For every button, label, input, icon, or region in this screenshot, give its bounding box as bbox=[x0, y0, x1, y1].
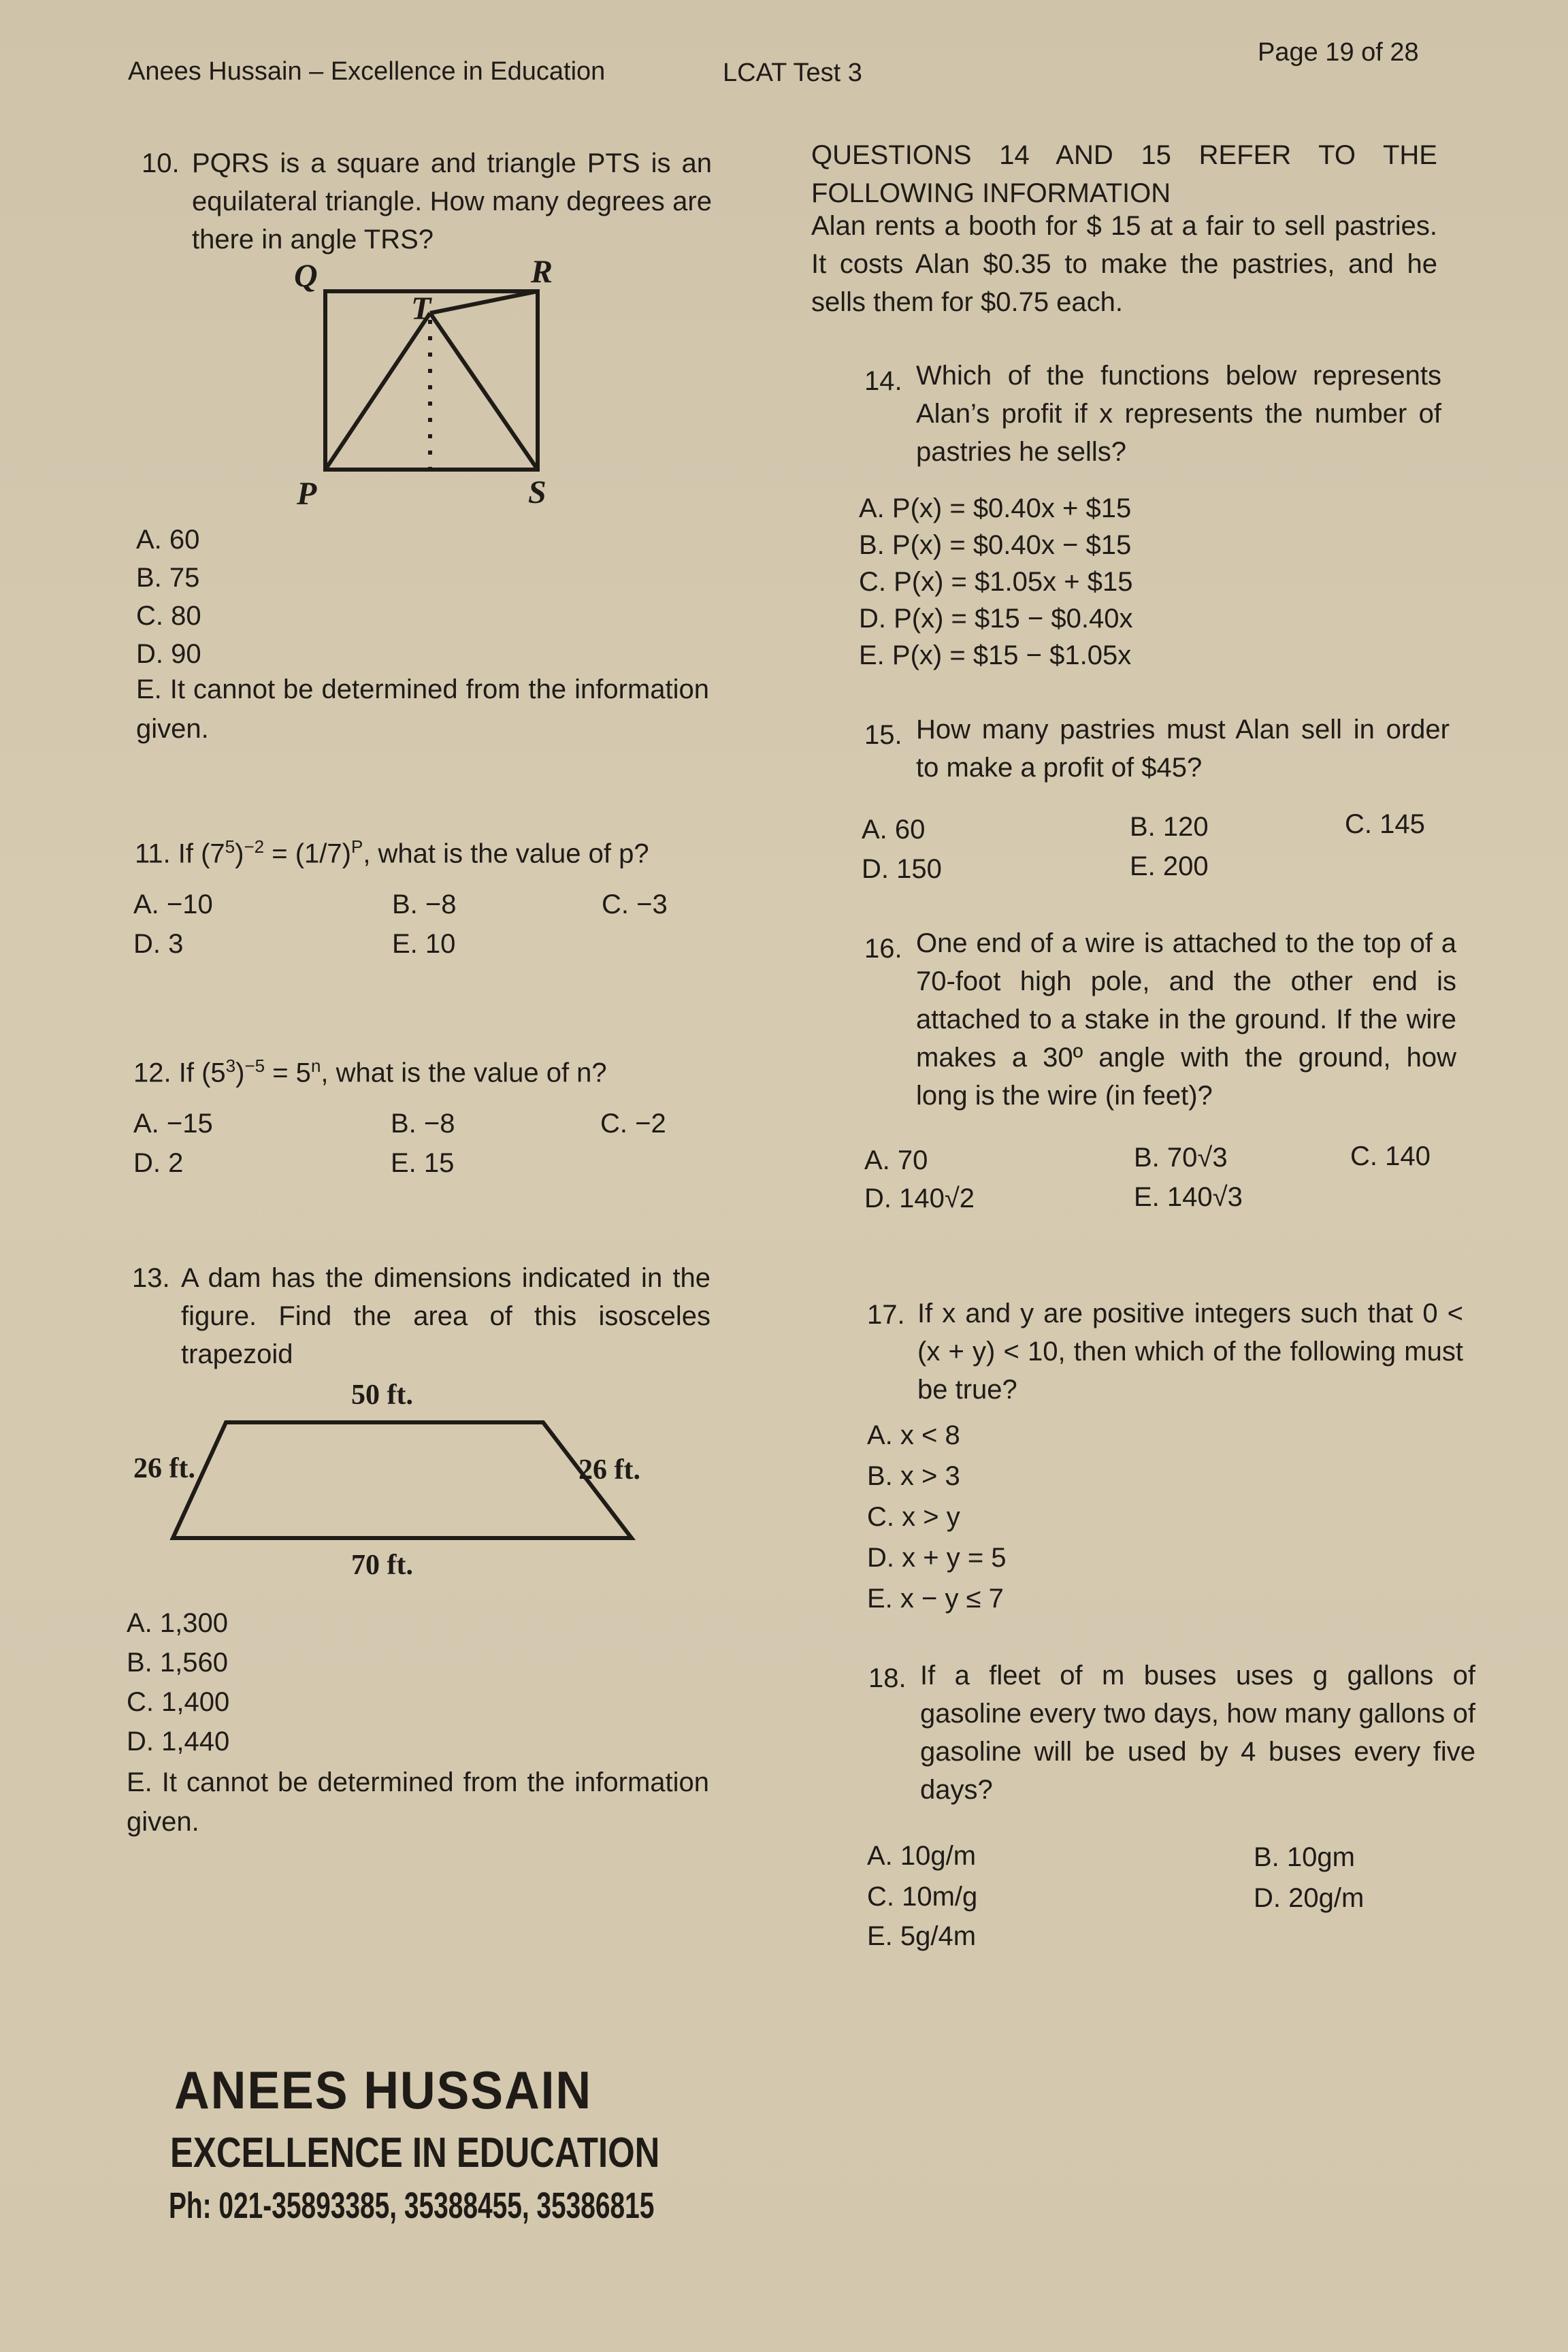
q13-number: 13. bbox=[132, 1263, 170, 1293]
q13-option-c: C. 1,400 bbox=[127, 1687, 230, 1717]
q14-text: Which of the functions below represents Alan’s profit if x represents the number of pastries he sells? bbox=[916, 361, 1441, 467]
q17-option-e: E. x − y ≤ 7 bbox=[867, 1584, 1004, 1614]
q16-text: One end of a wire is attached to the top of a 70-foot high pole, and the other end is attached to a stake in the ground. If the wire makes a 30º angle with the ground, how long is the wire (in feet)? bbox=[916, 928, 1456, 1111]
q16-option-a: A. 70 bbox=[864, 1145, 928, 1175]
q13-option-d: D. 1,440 bbox=[127, 1727, 230, 1757]
q16-option-b: B. 70√3 bbox=[1134, 1143, 1228, 1173]
q10-option-d: D. 90 bbox=[136, 639, 201, 669]
q16-number: 16. bbox=[864, 934, 902, 964]
q17-option-a: A. x < 8 bbox=[867, 1420, 960, 1450]
header-center: LCAT Test 3 bbox=[723, 59, 862, 87]
info-text: Alan rents a booth for $ 15 at a fair to sell pastries. It costs Alan $0.35 to make the pastries, and he sells them for $0.75 each. bbox=[811, 211, 1437, 317]
info-heading: QUESTIONS 14 AND 15 REFER TO THE FOLLOWING INFORMATION bbox=[811, 140, 1437, 208]
q12-question bbox=[133, 1047, 607, 1092]
q11-text-b: ) bbox=[235, 838, 244, 869]
header-left: Anees Hussain – Excellence in Education bbox=[128, 57, 606, 86]
q12-exp3: n bbox=[310, 1056, 321, 1076]
q17-number: 17. bbox=[867, 1300, 905, 1330]
q15-option-b: B. 120 bbox=[1130, 812, 1209, 842]
q11-option-a: A. −10 bbox=[133, 889, 213, 919]
segment-tr bbox=[430, 291, 538, 313]
q12-text-d: , what is the value of n? bbox=[321, 1058, 607, 1088]
q10-text: PQRS is a square and triangle PTS is an equilateral triangle. How many degrees are there in angle TRS? bbox=[192, 148, 712, 255]
dim-right: 26 ft. bbox=[578, 1454, 640, 1486]
q11-exp3: P bbox=[350, 836, 363, 857]
q12-option-d: D. 2 bbox=[133, 1148, 184, 1178]
q10-option-c: C. 80 bbox=[136, 601, 201, 631]
q15-text: How many pastries must Alan sell in order to make a profit of $45? bbox=[916, 715, 1450, 783]
q18-text: If a fleet of m buses uses g gallons of gasoline every two days, how many gallons of gasoline will be used by 4 buses every five days? bbox=[920, 1661, 1475, 1805]
q15-option-d: D. 150 bbox=[862, 854, 942, 884]
q18-option-b: B. 10gm bbox=[1254, 1842, 1355, 1872]
q13-option-a: A. 1,300 bbox=[127, 1608, 229, 1638]
q17-option-b: B. x > 3 bbox=[867, 1461, 960, 1491]
q12-exp2: −5 bbox=[244, 1056, 265, 1076]
q14-option-a: A. P(x) = $0.40x + $15 bbox=[859, 493, 1132, 523]
q11-option-c: C. −3 bbox=[602, 889, 668, 919]
q12-text-a: If (5 bbox=[178, 1058, 226, 1088]
label-p: P bbox=[297, 476, 317, 512]
q12-option-c: C. −2 bbox=[600, 1109, 666, 1139]
q11-text-c: = (1/7) bbox=[264, 838, 351, 869]
dim-top: 50 ft. bbox=[351, 1379, 413, 1411]
q11-exp2: −2 bbox=[244, 836, 265, 857]
q11-question bbox=[135, 828, 649, 872]
q12-exp1: 3 bbox=[225, 1056, 236, 1076]
q11-exp1: 5 bbox=[225, 836, 235, 857]
header-page-number: Page 19 of 28 bbox=[1258, 38, 1419, 67]
q11-number: 11. bbox=[135, 838, 171, 869]
q18-option-c: C. 10m/g bbox=[867, 1882, 978, 1912]
q10-option-b: B. 75 bbox=[136, 563, 200, 593]
q15-number: 15. bbox=[864, 720, 902, 750]
label-s: S bbox=[528, 474, 546, 510]
q10-option-a: A. 60 bbox=[136, 525, 200, 555]
q15-option-c: C. 145 bbox=[1345, 809, 1425, 839]
q14-option-b: B. P(x) = $0.40x − $15 bbox=[859, 530, 1132, 560]
q18-option-d: D. 20g/m bbox=[1254, 1883, 1365, 1913]
q12-text-b: ) bbox=[235, 1058, 245, 1088]
q11-option-d: D. 3 bbox=[133, 929, 184, 959]
dim-left: 26 ft. bbox=[133, 1453, 195, 1484]
q18-number: 18. bbox=[868, 1663, 906, 1693]
q11-option-b: B. −8 bbox=[392, 889, 457, 919]
label-t: T bbox=[411, 291, 431, 327]
q10-option-e: E. It cannot be determined from the information given. bbox=[136, 674, 709, 744]
stamp-phone: Ph: 021-35893385, 35388455, 35386815 bbox=[169, 2185, 655, 2226]
q12-option-b: B. −8 bbox=[391, 1109, 455, 1139]
q11-text-d: , what is the value of p? bbox=[363, 838, 649, 869]
q14-option-e: E. P(x) = $15 − $1.05x bbox=[859, 640, 1132, 670]
side-pt bbox=[325, 313, 430, 470]
q18-option-e: E. 5g/4m bbox=[867, 1921, 977, 1951]
q15-option-a: A. 60 bbox=[862, 815, 926, 845]
label-r: R bbox=[531, 254, 553, 290]
label-q: Q bbox=[294, 258, 318, 294]
dim-bottom: 70 ft. bbox=[351, 1550, 413, 1581]
stamp-name: ANEES HUSSAIN bbox=[174, 2060, 593, 2120]
q12-text-c: = 5 bbox=[265, 1058, 311, 1088]
q14-number: 14. bbox=[864, 366, 902, 396]
q10-number: 10. bbox=[142, 148, 180, 178]
q11-option-e: E. 10 bbox=[392, 929, 456, 959]
trapezoid-shape bbox=[173, 1422, 632, 1538]
q17-option-c: C. x > y bbox=[867, 1502, 960, 1532]
q16-option-d: D. 140√2 bbox=[864, 1183, 975, 1213]
q16-option-c: C. 140 bbox=[1350, 1141, 1431, 1171]
q13-option-b: B. 1,560 bbox=[127, 1648, 229, 1678]
q12-option-e: E. 15 bbox=[391, 1148, 455, 1178]
q13-option-e: E. It cannot be determined from the information given. bbox=[127, 1767, 709, 1837]
q17-text: If x and y are positive integers such that 0 < (x + y) < 10, then which of the following must be true? bbox=[917, 1298, 1463, 1405]
q18-option-a: A. 10g/m bbox=[867, 1841, 977, 1871]
q15-option-e: E. 200 bbox=[1130, 851, 1209, 881]
stamp-tagline: EXCELLENCE IN EDUCATION bbox=[170, 2129, 660, 2176]
side-ts bbox=[430, 313, 538, 470]
q14-option-c: C. P(x) = $1.05x + $15 bbox=[859, 567, 1133, 597]
q14-option-d: D. P(x) = $15 − $0.40x bbox=[859, 604, 1133, 634]
q12-number: 12. bbox=[133, 1058, 172, 1088]
q13-text: A dam has the dimensions indicated in the figure. Find the area of this isosceles trapezoid bbox=[181, 1263, 710, 1369]
q11-text-a: If (7 bbox=[178, 838, 225, 869]
q17-option-d: D. x + y = 5 bbox=[867, 1543, 1007, 1573]
q16-option-e: E. 140√3 bbox=[1134, 1182, 1243, 1212]
q12-option-a: A. −15 bbox=[133, 1109, 213, 1139]
